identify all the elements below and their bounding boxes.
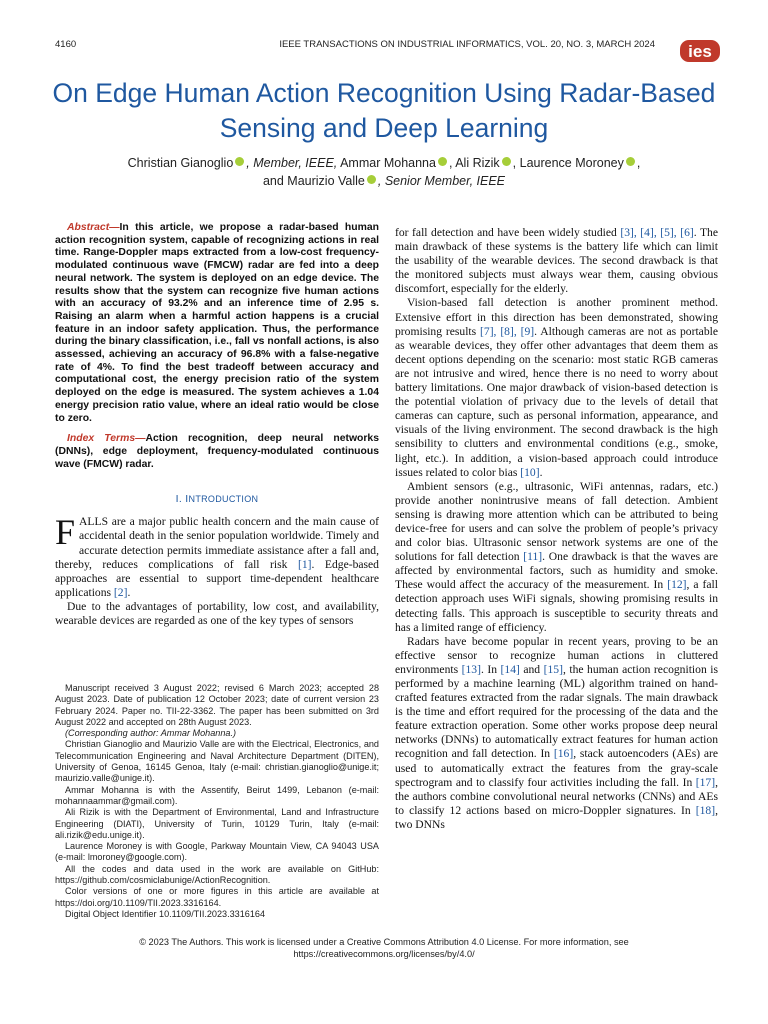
footnotes [55, 683, 379, 920]
citation-link[interactable]: [13] [461, 662, 481, 676]
citation-link[interactable]: [12] [667, 578, 687, 592]
journal-name: IEEE TRANSACTIONS ON INDUSTRIAL INFORMATICS, VOL. 20, NO. 3, MARCH 2024 [279, 39, 655, 50]
footnote: Christian Gianoglio and Maurizio Valle are with the Electrical, Electronics, and Telecommunication Engineering and Naval Architecture Department (DITEN), University of Genoa, 16145 Genoa, Italy (e-mail: christian.gianoglio@unige.it; maurizio.valle@unige.it). [55, 739, 379, 784]
left-column [55, 222, 379, 628]
index-terms-text: Action recognition, deep neural networks (DNNs), edge deployment, frequency-modulated continuous wave (FMCW) radar. [55, 433, 379, 470]
citation-link[interactable]: [3], [4], [5], [6] [620, 226, 694, 239]
abstract [55, 222, 379, 425]
running-header [55, 39, 655, 53]
orcid-icon[interactable] [367, 175, 376, 184]
license-link[interactable]: https://creativecommons.org/licenses/by/4.0/ [293, 948, 475, 959]
orcid-icon[interactable] [235, 157, 244, 166]
citation-link[interactable]: [10] [520, 465, 540, 479]
citation-link[interactable]: [16] [553, 747, 574, 761]
citation-link[interactable]: [14] [500, 662, 520, 676]
author-name: Christian Gianoglio [127, 156, 234, 170]
citation-link[interactable]: [17] [695, 775, 716, 789]
body-paragraph: Vision-based fall detection is another prominent method. Extensive effort in this direction has been demonstrated, showing promising results [7], [8], [9]. Although cameras are not as portable as wearable devices, they offer other advantages that deem them as decent options depending on the scenario: most static RGB cameras are not intrusive and wired, hence there is no need to worry about battery limitations. One major drawback of vision-based detection is the potential violation of privacy due to the levels of detail that cameras can capture, such as personal information, appearance, and visuals of the living environment. The second drawback is the high sensibility to clutters and environmental conditions (e.g., smoke, light, etc.). In addition, a vision-based approach could introduce issues related to color bias [10]. [395, 296, 718, 479]
body-paragraph: for fall detection and have been widely studied [3], [4], [5], [6]. The main drawback of these systems is the battery life which can limit the usability of the wearable devices. The second drawback is that the monitored subjects must always wear them, causing obvious discomfort, especially for the elderly. [395, 226, 718, 296]
author-name: and Maurizio Valle [262, 174, 365, 188]
body-paragraph: Ambient sensors (e.g., ultrasonic, WiFi antennas, radars, etc.) provide another nonintrusive means of fall detection. Ambient sensing is drawing more attention which can be attributed to being device-free for users and can solve the problem of people’s privacy and color bias. Ultrasonic sensor network systems are one of the solutions for fall detection [11]. One drawback is that the waves are affected by environmental factors, such as humidity and smoke. These would affect the accuracy of the measurement. In [12], a fall detection approach uses WiFi signals, showing promising results in detecting falls. This approach is susceptible to security threats and has a limited range of efficiency. [395, 479, 718, 634]
section-heading: I. INTRODUCTION [175, 493, 259, 506]
footnote: (Corresponding author: Ammar Mohanna.) [65, 728, 237, 739]
footnote: Ali Rizik is with the Department of Environmental, Land and Infrastructure Engineering (DIATI), University of Turin, 10129 Turin, Italy (e-mail: ali.rizik@edu.unige.it). [55, 807, 379, 840]
footnote: Ammar Mohanna is with the Assentify, Beirut 1499, Lebanon (e-mail: mohannaammar@gmail.com). [55, 784, 379, 806]
author-role: , Member, IEEE, [246, 156, 338, 170]
footnote: All the codes and data used in the work are available on GitHub: https://github.com/cosmiclabunige/ActionRecognition. [55, 863, 379, 886]
author-name: Ammar Mohanna [340, 156, 436, 170]
intro-paragraph: Due to the advantages of portability, low cost, and availability, wearable devices are regarded as one of the key types of sensors [55, 599, 379, 628]
index-terms-label: Index Terms— [67, 433, 146, 445]
citation-link[interactable]: [2] [113, 585, 128, 599]
orcid-icon[interactable] [438, 157, 447, 166]
citation-link[interactable]: [18] [695, 803, 716, 817]
ies-logo-icon [680, 38, 720, 64]
author-name: Laurence Moroney [519, 156, 624, 170]
citation-link[interactable]: [11] [523, 550, 543, 564]
page-number: 4160 [55, 39, 77, 50]
footnote: Manuscript received 3 August 2022; revised 6 March 2023; accepted 28 August 2023. Date of publication 12 October 2023; date of current version 23 February 2024. Paper no. TII-22-3362. The paper has been submitted on 3rd August 2022 and accepted on 28th August 2023. [55, 683, 379, 727]
right-column [395, 226, 718, 832]
abstract-text: In this article, we propose a radar-based human action recognition system, capable of recognizing actions in real time. Range-Doppler maps extracted from a low-cost frequency-modulated continuous wave (FMCW) radar are fed into a deep neural network. The system is deployed on an edge device. The results show that the system can recognize five human actions with an accuracy of 93.2% and an inference time of 2.95 s. Raising an alarm when a harmful action happens is a crucial feature in an indoor safety application. Thus, the performance during the binary classification, i.e., fall vs nonfall actions, is also assessed, achieving an accuracy of 96.8% with a false-negative rate of 4%. To find the best tradeoff between accuracy and computational cost, the energy precision ratio of the system deployed on the edge is measured. The system achieves a 1.04 energy precision ratio value, where an ideal ratio would be close to zero. [55, 222, 379, 424]
citation-link[interactable]: [1] [297, 557, 312, 571]
index-terms [55, 433, 379, 471]
orcid-icon[interactable] [502, 157, 511, 166]
footnote: Digital Object Identifier 10.1109/TII.2023.3316164 [65, 908, 266, 919]
footnote: Color versions of one or more figures in this article are available at https://doi.org/10.1109/TII.2023.3316164. [55, 886, 379, 908]
orcid-icon[interactable] [626, 157, 635, 166]
footnote: Laurence Moroney is with Google, Parkway Mountain View, CA 94043 USA (e-mail: lmoroney@google.com). [55, 841, 379, 863]
body-paragraph: Radars have become popular in recent years, proving to be an effective sensor to recognize human actions in cluttered environments [13]. In [14] and [15], the human action recognition is performed by a machine learning (ML) algorithm trained on hand-crafted features extracted from the radar signals. The main drawback is the time and effort required for the processing of the data and the feature extraction operation. Some other works propose deep neural networks (DNNs) to automatically extract features for human action recognition and fall detection. In [16], stack autoencoders (AEs) are used to automatically extract the features from the gray-scale spectrogram and to classify four activities including the fall. In [17], the authors combine convolutional neural networks (CNNs) and AEs to classify 12 actions based on micro-Doppler signatures. In [18], two DNNs [395, 634, 718, 831]
author-name: Ali Rizik [455, 156, 500, 170]
intro-paragraph: FALLS are a major public health concern and the main cause of accidental death in the senior population worldwide. Timely and accurate detection permits immediate assistance after a fall and, thereby, reduces complications of fall risk [1]. Edge-based approaches are essential to support time-dependent healthcare applications [2]. [55, 512, 379, 599]
license-text: © 2023 The Authors. This work is licensed under a Creative Commons Attribution 4.0 License. For more information, see [139, 937, 629, 947]
author-list: Christian Gianoglio , Member, IEEE, Ammar Mohanna , Ali Rizik , Laurence Moroney , and Maurizio Valle , Senior Member, IEEE [127, 156, 641, 188]
author-role: , Senior Member, IEEE [377, 174, 506, 188]
logo-text: ies [688, 42, 712, 61]
citation-link[interactable]: [7], [8], [9] [480, 324, 535, 338]
drop-cap: F [55, 512, 76, 553]
abstract-label: Abstract— [67, 222, 120, 233]
license-footer [60, 937, 708, 960]
paper-title: On Edge Human Action Recognition Using Radar-Based Sensing and Deep Learning [52, 78, 716, 143]
citation-link[interactable]: [15] [543, 662, 563, 676]
